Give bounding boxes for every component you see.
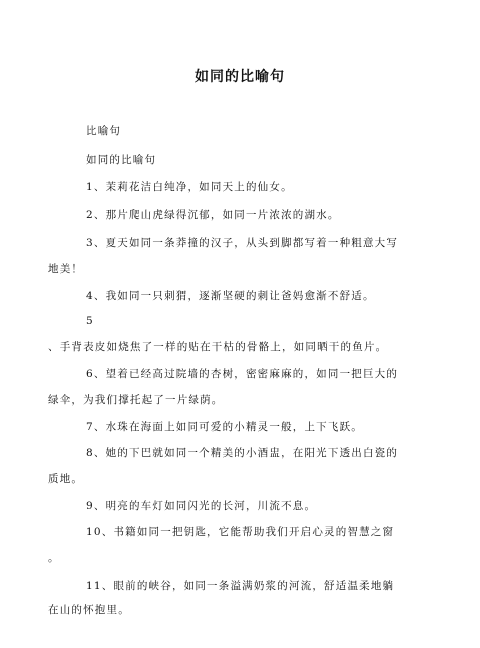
sentence-line: 10、书籍如同一把钥匙，它能帮助我们开启心灵的智慧之窗	[86, 526, 395, 538]
document-title: 如同的比喻句	[195, 69, 285, 85]
sentence-line: 5	[86, 315, 94, 327]
sentence-line: 绿伞，为我们撑托起了一片绿荫。	[48, 394, 224, 406]
sentence-line: 。	[48, 552, 60, 564]
sentence-line: 7、水珠在海面上如同可爱的小精灵一般，上下飞跃。	[86, 421, 363, 433]
sentence-line: 2、那片爬山虎绿得沉郁，如同一片浓浓的湖水。	[86, 209, 340, 221]
sentence-line: 3、夏天如同一条莽撞的汉子，从头到脚都写着一种粗意大写	[86, 237, 399, 249]
sentence-line: 8、她的下巴就如同一个精美的小酒盅，在阳光下透出白瓷的	[86, 447, 399, 459]
subtitle-line: 比喻句	[86, 125, 122, 137]
sentence-line: 、手背表皮如烧焦了一样的贴在干枯的骨骼上，如同晒干的鱼片。	[48, 341, 388, 353]
sentence-line: 地美！	[48, 263, 84, 275]
sentence-line: 4、我如同一只刺猬，逐渐坚硬的刺让爸妈愈渐不舒适。	[86, 290, 375, 302]
sentence-line: 11、眼前的峡谷，如同一条溢满奶浆的河流，舒适温柔地躺	[86, 580, 395, 592]
subtitle-line: 如同的比喻句	[86, 154, 157, 166]
sentence-line: 质地。	[48, 473, 84, 485]
sentence-line: 在山的怀抱里。	[48, 604, 130, 616]
sentence-line: 9、明亮的车灯如同闪光的长河，川流不息。	[86, 500, 317, 512]
sentence-line: 1、茉莉花洁白纯净，如同天上的仙女。	[86, 181, 293, 193]
sentence-line: 6、望着已经高过院墙的杏树，密密麻麻的，如同一把巨大的	[86, 368, 399, 380]
